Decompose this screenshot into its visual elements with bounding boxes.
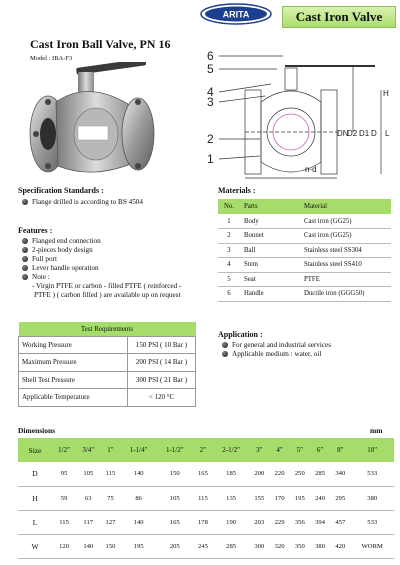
materials-header-row [218, 199, 391, 214]
table-cell: Stem [240, 258, 300, 273]
spec-heading: Specification Standards : [18, 186, 104, 195]
callout-2: 2 [207, 132, 214, 146]
table-row [218, 214, 391, 229]
table-cell: 533 [350, 462, 394, 486]
table-cell: 533 [350, 510, 394, 534]
dim-label-h: H [383, 89, 389, 98]
bullet-icon [222, 342, 228, 348]
materials-heading: Materials : [218, 186, 256, 195]
dim-label-nd: n-d [305, 165, 317, 174]
callout-5: 5 [207, 62, 214, 76]
size-cell: 3/4" [76, 438, 100, 462]
table-cell: 350 [290, 534, 310, 558]
table-cell: 1 [218, 214, 240, 229]
table-cell: 140 [76, 534, 100, 558]
table-row [218, 272, 391, 287]
bullet-icon [22, 199, 28, 205]
materials-col-no: No. [218, 199, 240, 214]
valve-drawing [205, 44, 397, 182]
table-cell: 105 [157, 486, 193, 510]
table-cell: 178 [193, 510, 213, 534]
feature-item: 2-pieces body design [22, 246, 93, 255]
table-cell: 250 [290, 462, 310, 486]
table-row [19, 336, 196, 354]
table-row [18, 462, 394, 486]
dim-label-d2: D2 [347, 129, 358, 138]
table-cell: Bonnet [240, 229, 300, 244]
dimensions-table [18, 438, 394, 559]
bullet-icon [22, 238, 28, 244]
table-cell: 285 [310, 462, 330, 486]
bullet-icon [22, 265, 28, 271]
bullet-icon [222, 351, 228, 357]
table-cell: Seat [240, 272, 300, 287]
table-cell: 457 [330, 510, 350, 534]
application-heading: Application : [218, 330, 263, 339]
note-line: - Virgin PTFE or carbon - filled PTFE ( reinforced - [32, 282, 182, 290]
table-cell: 6 [218, 287, 240, 302]
size-cell: 3" [249, 438, 269, 462]
table-row [19, 322, 196, 336]
table-cell: Applicable Temperature [19, 389, 128, 407]
table-cell: 380 [310, 534, 330, 558]
dim-label-d: D [371, 129, 377, 138]
table-cell: Handle [240, 287, 300, 302]
table-row [218, 287, 391, 302]
table-cell: Stainless steel SS304 [300, 243, 391, 258]
table-cell: Ball [240, 243, 300, 258]
table-cell: Maximum Pressure [19, 354, 128, 372]
dim-label-dn: DN [337, 129, 349, 138]
size-cell: 1-1/4" [121, 438, 157, 462]
table-row [19, 371, 196, 389]
table-cell: 356 [290, 510, 310, 534]
table-cell: 120 [52, 534, 76, 558]
dimensions-heading: Dimensions [18, 426, 56, 435]
callout-3: 3 [207, 95, 214, 109]
brand-text: ARITA [222, 9, 250, 20]
table-cell: 295 [330, 486, 350, 510]
size-cell: 1" [100, 438, 120, 462]
application-item: Applicable medium : water, oil [222, 350, 321, 359]
table-cell: Body [240, 214, 300, 229]
table-cell: Cast iron (GG25) [300, 214, 391, 229]
size-cell: 5" [290, 438, 310, 462]
spec-item: Flange drilled is according to BS 4504 [22, 198, 143, 207]
table-cell: 165 [157, 510, 193, 534]
table-cell: 115 [100, 462, 120, 486]
table-cell: 150 [157, 462, 193, 486]
size-cell: 10" [350, 438, 394, 462]
dimensions-header-row [18, 438, 394, 462]
materials-col-material: Material [300, 199, 391, 214]
product-title: Cast Iron Ball Valve, PN 16 [30, 37, 171, 51]
size-cell: 4" [269, 438, 289, 462]
table-cell: H [18, 486, 52, 510]
table-cell: 190 [213, 510, 249, 534]
test-requirements-table [18, 322, 196, 407]
dim-label-d1: D1 [359, 129, 370, 138]
table-cell: 240 [310, 486, 330, 510]
table-cell: 205 [157, 534, 193, 558]
table-row [19, 389, 196, 407]
size-cell: 2-1/2" [213, 438, 249, 462]
table-cell: W [18, 534, 52, 558]
table-cell: 115 [193, 486, 213, 510]
size-cell: 8" [330, 438, 350, 462]
table-cell: 170 [269, 486, 289, 510]
table-cell: Ductile iron (GGG50) [300, 287, 391, 302]
table-row [18, 510, 394, 534]
feature-note: Note : [22, 273, 50, 282]
size-cell: 1-1/2" [157, 438, 193, 462]
table-cell: 75 [100, 486, 120, 510]
size-cell: 1/2" [52, 438, 76, 462]
valve-photo [18, 62, 174, 180]
size-cell: 6" [310, 438, 330, 462]
bullet-icon [22, 256, 28, 262]
table-cell: 117 [76, 510, 100, 534]
table-cell: Stainless steel SS410 [300, 258, 391, 273]
application-item: For general and industrial services [222, 341, 331, 350]
table-cell: 165 [193, 462, 213, 486]
table-cell: 155 [249, 486, 269, 510]
callout-4: 4 [207, 85, 214, 99]
table-cell: < 120 °C [128, 389, 196, 407]
table-cell: 245 [193, 534, 213, 558]
table-row [218, 229, 391, 244]
table-cell: 5 [218, 272, 240, 287]
table-cell: Working Pressure [19, 336, 128, 354]
table-cell: 200 PSI ( 14 Bar ) [128, 354, 196, 372]
bullet-icon [22, 247, 28, 253]
table-cell: 220 [269, 462, 289, 486]
callout-6: 6 [207, 49, 214, 63]
bullet-icon [22, 274, 28, 280]
dim-label-l: L [385, 129, 390, 138]
table-row [218, 258, 391, 273]
product-model: Model : IBA-F3 [30, 55, 73, 62]
feature-item: Lever handle operation [22, 264, 99, 273]
table-cell: 229 [269, 510, 289, 534]
materials-col-parts: Parts [240, 199, 300, 214]
table-cell: 195 [290, 486, 310, 510]
table-cell: 150 [100, 534, 120, 558]
table-cell: 320 [269, 534, 289, 558]
test-heading: Test Requirements [19, 322, 196, 336]
table-cell: Cast iron (GG25) [300, 229, 391, 244]
table-cell: 195 [121, 534, 157, 558]
table-cell: 3 [218, 243, 240, 258]
table-cell: 4 [218, 258, 240, 273]
arita-logo [200, 3, 272, 25]
table-cell: 203 [249, 510, 269, 534]
table-cell: 200 [249, 462, 269, 486]
table-cell: 63 [76, 486, 100, 510]
features-heading: Features : [18, 226, 53, 235]
table-cell: PTFE [300, 272, 391, 287]
table-cell: 127 [100, 510, 120, 534]
table-row [18, 486, 394, 510]
table-row [218, 243, 391, 258]
table-cell: 285 [213, 534, 249, 558]
note-line: PTFE ) ( carbon filled ) are available up on request [34, 291, 181, 299]
feature-item: Full port [22, 255, 57, 264]
callout-1: 1 [207, 152, 214, 166]
table-cell: 95 [52, 462, 76, 486]
category-banner: Cast Iron Valve [282, 6, 396, 28]
table-cell: 59 [52, 486, 76, 510]
table-cell: 185 [213, 462, 249, 486]
table-cell: 115 [52, 510, 76, 534]
dimensions-unit: mm [370, 426, 383, 435]
table-cell: L [18, 510, 52, 534]
size-cell: 2" [193, 438, 213, 462]
table-cell: 394 [310, 510, 330, 534]
table-cell: 340 [330, 462, 350, 486]
table-cell: 140 [121, 510, 157, 534]
table-cell: 86 [121, 486, 157, 510]
table-cell: 140 [121, 462, 157, 486]
table-row [19, 354, 196, 372]
table-cell: 2 [218, 229, 240, 244]
table-cell: D [18, 462, 52, 486]
table-cell: WORM [350, 534, 394, 558]
table-cell: 105 [76, 462, 100, 486]
table-cell: 150 PSI ( 10 Bar ) [128, 336, 196, 354]
feature-item: Flanged end connection [22, 237, 101, 246]
table-cell: 300 [249, 534, 269, 558]
materials-table [218, 199, 391, 302]
table-cell: 380 [350, 486, 394, 510]
table-cell: 420 [330, 534, 350, 558]
table-cell: Shell Test Pressure [19, 371, 128, 389]
table-row [18, 534, 394, 558]
table-cell: 300 PSI ( 21 Bar ) [128, 371, 196, 389]
size-label: Size [18, 438, 52, 462]
table-cell: 135 [213, 486, 249, 510]
